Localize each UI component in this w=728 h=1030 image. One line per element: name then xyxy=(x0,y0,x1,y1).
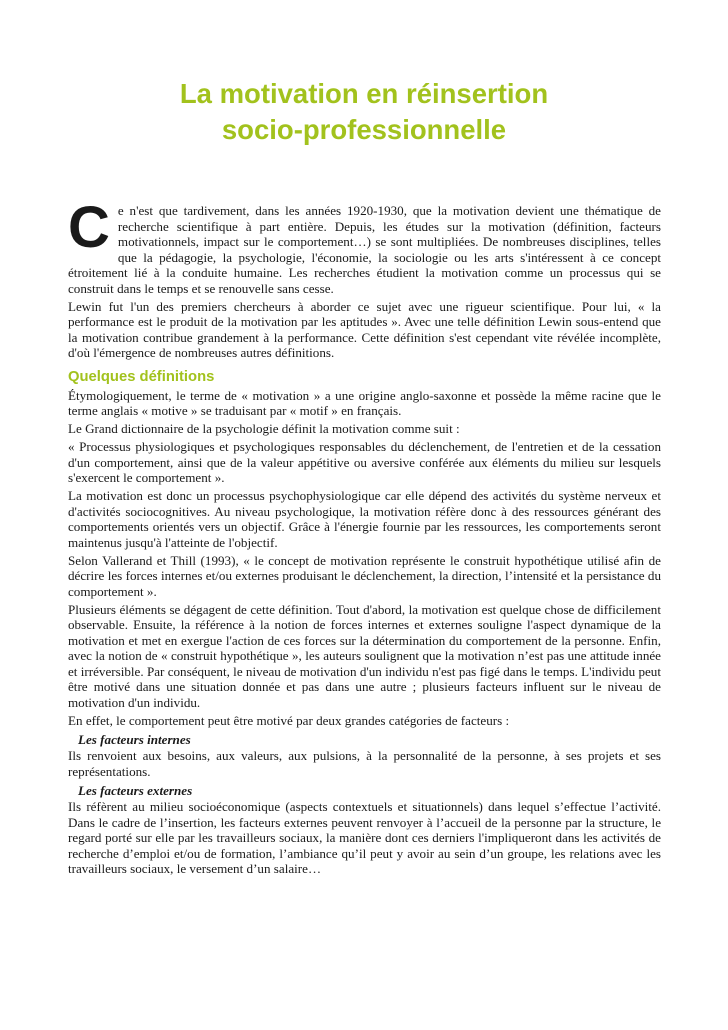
title-line-2: socio-professionnelle xyxy=(221,114,507,145)
dictionary-paragraph: Le Grand dictionnaire de la psychologie définit la motivation comme suit : xyxy=(68,421,460,436)
definition-quote: « Processus physiologiques et psychologiques responsables du déclenchement, de l'entretien et de la cessation d'un comportement, ainsi que de la valeur appétitive ou aversive conférée aux éléments du milieu sur lesquels s'exercent le comportement ». xyxy=(68,439,661,485)
factors-intro-paragraph: En effet, le comportement peut être motivé par deux grandes catégories de facteurs : xyxy=(68,712,510,728)
intro-text: e n'est que tardivement, dans les années 1920-1930, que la motivation devient une thématique de recherche scientifique à part entière. Depuis, les études sur la motivation (définition, facteurs motivationnels, impact sur le comportement…) se sont multipliées. De nombreuses disciplines, telles que la pédagogie, la psychologie, l'économie, la sociologie ou les arts s'intéressent à ce concept étroitement lié à la conduite humaine. Les recherches étudient la motivation comme un processus qui se construit dans le temps et se renouvelle sans cesse. xyxy=(68,203,661,296)
intro-paragraph xyxy=(68,195,661,296)
external-factors-heading: Les facteurs externes xyxy=(78,783,193,798)
section-heading: Quelques définitions xyxy=(68,368,215,385)
vallerand-paragraph: Selon Vallerand et Thill (1993), « le concept de motivation représente le construit hypothétique utilisé afin de décrire les forces internes et/ou externes produisant le déclenchement, la direction, l’intensité et la persistance du comportement ». xyxy=(68,552,661,599)
psychophysiology-paragraph: La motivation est donc un processus psychophysiologique car elle dépend des activités du système nerveux et d'activités sociocognitives. Au niveau psychologique, la motivation réfère donc à des ressources générant des comportements orientés vers un objectif. Grâce à l'énergie fournie par les ressources, les comportements seront maintenus jusqu'à l'atteinte de l'objectif. xyxy=(68,488,661,550)
article-body xyxy=(68,195,661,879)
drop-cap: C xyxy=(68,195,110,260)
internal-factors-text: Ils renvoient aux besoins, aux valeurs, aux pulsions, à la personnalité de la personne, à ses projets et ses représentations. xyxy=(68,748,661,779)
elements-paragraph: Plusieurs éléments se dégagent de cette définition. Tout d'abord, la motivation est quelque chose de difficilement observable. Ensuite, la référence à la notion de forces internes et externes souligne l'aspect dynamique de la motivation et met en exergue l'action de ces forces sur la détermination du comportement de la personne. Enfin, avec la notion de « construit hypothétique », les auteurs soulignent que la motivation n’est pas une attitude innée et irréversible. Par conséquent, le niveau de motivation d'un individu n'est pas figé dans le temps. L'individu peut être motivé dans une situation donnée et pas dans une autre ; plusieurs facteurs influent sur le niveau de motivation d'un individu. xyxy=(68,601,661,710)
etymology-paragraph: Étymologiquement, le terme de « motivation » a une origine anglo-saxonne et possède la même racine que le terme anglais « motive » se traduisant par « motif » en français. xyxy=(68,387,661,418)
internal-factors-heading: Les facteurs internes xyxy=(78,732,191,747)
external-factors-text: Ils réfèrent au milieu socioéconomique (aspects contextuels et situationnels) dans lequel s’effectue l’activité. Dans le cadre de l’insertion, les facteurs externes peuvent renvoyer à l’accueil de la personne par la structure, le regard porté sur elle par les travailleurs sociaux, la manière dont ces derniers l'impliqueront dans les activités de recherche d’emploi et/ou de formation, l’ambiance qu’il peut y avoir au sein d’un groupe, les relations avec les travailleurs sociaux, le versement d’un salaire… xyxy=(68,799,661,876)
page-title xyxy=(0,76,728,148)
lewin-paragraph: Lewin fut l'un des premiers chercheurs à aborder ce sujet avec une rigueur scientifique. Pour lui, « la performance est le produit de la motivation par les aptitudes ». Avec une telle définition Lewin sous-entend que la motivation contribue grandement à la performance. Cette définition s'est cependant vite révélée incomplète, d'où l'émergence de nombreuses autres définitions. xyxy=(68,298,661,360)
title-line-1: La motivation en réinsertion xyxy=(179,78,549,109)
